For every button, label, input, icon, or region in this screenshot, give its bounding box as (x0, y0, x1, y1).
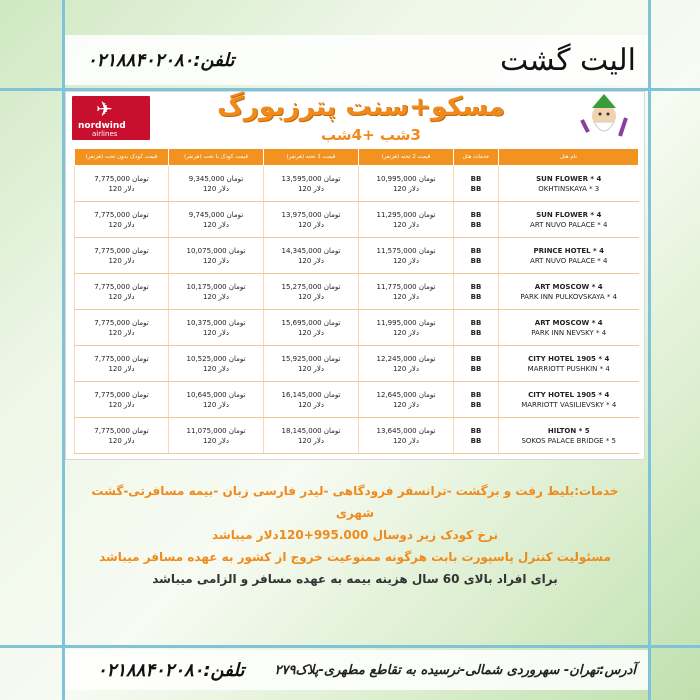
usd-label: دلار (313, 364, 325, 373)
usd-value: 120 (297, 184, 312, 193)
usd-value: 120 (202, 256, 217, 265)
usd-label: دلار (124, 220, 135, 229)
airplane-icon: ✈ (96, 97, 113, 121)
toman-label: تومان (323, 318, 341, 327)
meal-cell (454, 382, 499, 418)
hotel-cell (499, 346, 639, 382)
brand-name: الیت گشت (499, 42, 636, 78)
meal-petersburg: BB (470, 256, 482, 265)
usd-value: 120 (108, 328, 122, 337)
single-price-cell (264, 310, 359, 346)
table-row (75, 166, 639, 202)
hotel-petersburg: MARRIOTT PUSHKIN * 4 (527, 364, 610, 373)
price-value: 11,775,000 (376, 282, 417, 291)
usd-value: 120 (202, 328, 217, 337)
price-value: 10,995,000 (376, 174, 417, 183)
hotel-cell (499, 310, 639, 346)
header (65, 35, 648, 85)
usd-label: دلار (218, 184, 230, 193)
toman-label: تومان (132, 174, 149, 183)
price-value: 10,175,000 (186, 282, 227, 291)
child-rate-note: نرخ کودک زیر دوسال 995.000+120دلار میباشد (212, 528, 498, 542)
double-price-cell (359, 382, 454, 418)
toman-label: تومان (323, 174, 341, 183)
usd-label: دلار (218, 364, 230, 373)
usd-label: دلار (218, 400, 230, 409)
meal-cell (454, 166, 499, 202)
usd-value: 120 (202, 436, 217, 445)
child-bed-price-cell (169, 382, 264, 418)
usd-label: دلار (408, 400, 420, 409)
tour-title: مسکو+سنت پترزبورگ (217, 92, 505, 122)
header-child-nobed: قیمت کودک بدون تخت (هرنفر) (75, 149, 169, 166)
double-price-cell (359, 346, 454, 382)
airline-logo (72, 96, 150, 140)
hotel-cell (499, 382, 639, 418)
double-price-cell (359, 310, 454, 346)
double-price-cell (359, 274, 454, 310)
price-value: 13,645,000 (376, 426, 417, 435)
usd-label: دلار (408, 436, 420, 445)
usd-label: دلار (408, 256, 420, 265)
usd-label: دلار (408, 292, 420, 301)
child-bed-price-cell (169, 238, 264, 274)
hotel-moscow: SUN FLOWER * 4 (536, 174, 602, 183)
price-value: 7,775,000 (94, 246, 130, 255)
meal-petersburg: BB (470, 184, 482, 193)
meal-petersburg: BB (470, 400, 482, 409)
price-value: 12,645,000 (376, 390, 417, 399)
meal-cell (454, 202, 499, 238)
toman-label: تومان (418, 210, 436, 219)
hotel-moscow: PRINCE HOTEL * 4 (533, 246, 605, 255)
usd-label: دلار (408, 220, 420, 229)
meal-petersburg: BB (470, 436, 482, 445)
price-value: 7,775,000 (94, 426, 130, 435)
price-value: 7,775,000 (94, 390, 130, 399)
meal-moscow: BB (470, 390, 482, 399)
meal-moscow: BB (470, 318, 482, 327)
double-price-cell (359, 418, 454, 454)
toman-label: تومان (418, 318, 436, 327)
price-value: 7,775,000 (94, 282, 130, 291)
toman-label: تومان (228, 390, 246, 399)
services-note: خدمات:بلیط رفت و برگشت -ترانسفر فرودگاهی -لیدر فارسی زبان -بیمه مسافرتی-گشت شهری (91, 484, 619, 520)
mascot-icon (574, 92, 634, 146)
meal-petersburg: BB (470, 220, 482, 229)
table-row (75, 310, 639, 346)
hotel-moscow: CITY HOTEL 1905 * 4 (528, 390, 610, 399)
usd-label: دلار (218, 292, 230, 301)
single-price-cell (264, 202, 359, 238)
usd-value: 120 (297, 220, 312, 229)
usd-value: 120 (108, 364, 122, 373)
usd-value: 120 (297, 364, 312, 373)
usd-value: 120 (392, 364, 407, 373)
table-row (75, 274, 639, 310)
single-price-cell (264, 166, 359, 202)
meal-moscow: BB (470, 210, 482, 219)
frame-line-bottom (0, 645, 700, 648)
airline-name: nordwind (78, 121, 126, 131)
hotel-moscow: ART MOSCOW * 4 (534, 282, 603, 291)
child-nobed-price-cell (75, 238, 169, 274)
table-row (75, 382, 639, 418)
usd-value: 120 (297, 436, 312, 445)
usd-label: دلار (408, 184, 420, 193)
usd-value: 120 (202, 364, 217, 373)
airline-sub: airlines (92, 130, 118, 138)
meal-moscow: BB (470, 174, 482, 183)
price-value: 11,575,000 (376, 246, 417, 255)
header-meal: خدمات هتل (454, 149, 499, 166)
usd-label: دلار (218, 220, 230, 229)
price-value: 7,775,000 (94, 174, 130, 183)
usd-value: 120 (392, 220, 407, 229)
child-nobed-price-cell (75, 418, 169, 454)
usd-value: 120 (392, 184, 407, 193)
double-price-cell (359, 202, 454, 238)
usd-label: دلار (313, 220, 325, 229)
footer-phone[interactable]: تلفن:۰۲۱۸۸۴۰۲۰۸۰ (97, 659, 245, 681)
price-value: 10,375,000 (186, 318, 227, 327)
usd-value: 120 (108, 256, 122, 265)
usd-value: 120 (108, 292, 122, 301)
usd-value: 120 (297, 256, 312, 265)
price-value: 13,975,000 (281, 210, 322, 219)
price-value: 10,075,000 (186, 246, 227, 255)
meal-moscow: BB (470, 246, 482, 255)
usd-label: دلار (124, 436, 135, 445)
header-hotel: نام هتل (499, 149, 639, 166)
price-value: 14,345,000 (281, 246, 322, 255)
meal-cell (454, 310, 499, 346)
hotel-petersburg: ART NUVO PALACE * 4 (530, 220, 608, 229)
notes (75, 480, 635, 590)
price-value: 10,645,000 (186, 390, 227, 399)
table-row (75, 418, 639, 454)
price-value: 13,595,000 (281, 174, 322, 183)
price-value: 11,995,000 (376, 318, 417, 327)
meal-moscow: BB (470, 354, 482, 363)
price-value: 18,145,000 (281, 426, 322, 435)
toman-label: تومان (418, 426, 436, 435)
price-value: 7,775,000 (94, 354, 130, 363)
price-value: 15,925,000 (281, 354, 322, 363)
single-price-cell (264, 346, 359, 382)
tour-subtitle: 3شب +4شب (321, 126, 421, 144)
usd-value: 120 (297, 328, 312, 337)
usd-value: 120 (108, 436, 122, 445)
passport-note: مسئولیت کنترل پاسپورت بابت هرگونه ممنوعیت خروج از کشور به عهده مسافر میباشد (99, 550, 611, 564)
single-price-cell (264, 274, 359, 310)
toman-label: تومان (226, 174, 244, 183)
price-value: 10,525,000 (186, 354, 227, 363)
header-phone[interactable]: تلفن:۰۲۱۸۸۴۰۲۰۸۰ (87, 49, 235, 71)
hotel-moscow: CITY HOTEL 1905 * 4 (528, 354, 610, 363)
meal-petersburg: BB (470, 328, 482, 337)
usd-label: دلار (313, 184, 325, 193)
usd-value: 120 (392, 400, 407, 409)
toman-label: تومان (418, 390, 436, 399)
usd-label: دلار (408, 328, 420, 337)
hotel-moscow: HILTON * 5 (547, 426, 590, 435)
child-bed-price-cell (169, 274, 264, 310)
child-bed-price-cell (169, 310, 264, 346)
footer-address: آدرس:تهران- سهروردی شمالی-نرسیده به تقاطع مطهری-پلاک۲۷۹ (274, 662, 636, 678)
hotel-cell (499, 238, 639, 274)
hotel-petersburg: ART NUVO PALACE * 4 (530, 256, 608, 265)
meal-moscow: BB (470, 426, 482, 435)
usd-label: دلار (408, 364, 420, 373)
header-child-bed: قیمت کودک با تخت (هرنفر) (169, 149, 264, 166)
usd-value: 120 (297, 400, 312, 409)
child-nobed-price-cell (75, 202, 169, 238)
usd-label: دلار (313, 400, 325, 409)
hotel-petersburg: MARRIOTT VASILIEVSKY * 4 (521, 400, 617, 409)
child-bed-price-cell (169, 166, 264, 202)
toman-label: تومان (323, 390, 341, 399)
toman-label: تومان (132, 354, 149, 363)
single-price-cell (264, 238, 359, 274)
toman-label: تومان (418, 282, 436, 291)
price-value: 15,695,000 (281, 318, 322, 327)
toman-label: تومان (226, 210, 244, 219)
usd-value: 120 (202, 184, 217, 193)
hotel-cell (499, 418, 639, 454)
single-price-cell (264, 418, 359, 454)
usd-value: 120 (108, 400, 122, 409)
meal-petersburg: BB (470, 292, 482, 301)
table-row (75, 346, 639, 382)
price-value: 15,275,000 (281, 282, 322, 291)
hotel-cell (499, 166, 639, 202)
usd-label: دلار (218, 328, 230, 337)
table-row (75, 202, 639, 238)
child-bed-price-cell (169, 202, 264, 238)
toman-label: تومان (228, 318, 246, 327)
usd-label: دلار (313, 256, 325, 265)
toman-label: تومان (418, 174, 436, 183)
usd-value: 120 (392, 292, 407, 301)
meal-cell (454, 418, 499, 454)
price-table (74, 148, 639, 454)
usd-label: دلار (124, 364, 135, 373)
toman-label: تومان (323, 426, 341, 435)
child-nobed-price-cell (75, 166, 169, 202)
usd-label: دلار (124, 328, 135, 337)
usd-value: 120 (202, 292, 217, 301)
usd-value: 120 (297, 292, 312, 301)
hotel-cell (499, 202, 639, 238)
footer (65, 650, 648, 690)
child-nobed-price-cell (75, 382, 169, 418)
usd-label: دلار (124, 400, 135, 409)
hotel-petersburg: OKHTINSKAYA * 3 (538, 184, 600, 193)
usd-label: دلار (218, 436, 230, 445)
usd-label: دلار (313, 292, 325, 301)
child-bed-price-cell (169, 346, 264, 382)
usd-label: دلار (313, 328, 325, 337)
usd-value: 120 (392, 436, 407, 445)
hotel-cell (499, 274, 639, 310)
child-nobed-price-cell (75, 310, 169, 346)
meal-cell (454, 274, 499, 310)
toman-label: تومان (132, 282, 149, 291)
toman-label: تومان (323, 210, 341, 219)
toman-label: تومان (132, 426, 149, 435)
toman-label: تومان (132, 210, 149, 219)
insurance-note: برای افراد بالای 60 سال هزینه بیمه به عهده مسافر و الزامی میباشد (152, 572, 558, 586)
price-value: 11,295,000 (376, 210, 417, 219)
meal-cell (454, 346, 499, 382)
hotel-moscow: ART MOSCOW * 4 (534, 318, 603, 327)
frame-line-right (648, 0, 651, 700)
usd-label: دلار (124, 256, 135, 265)
double-price-cell (359, 238, 454, 274)
meal-moscow: BB (470, 282, 482, 291)
toman-label: تومان (323, 354, 341, 363)
meal-cell (454, 238, 499, 274)
usd-label: دلار (313, 436, 325, 445)
price-value: 7,775,000 (94, 318, 130, 327)
hotel-petersburg: PARK INN NEVSKY * 4 (531, 328, 607, 337)
usd-value: 120 (392, 256, 407, 265)
usd-label: دلار (124, 184, 135, 193)
price-value: 16,145,000 (281, 390, 322, 399)
hotel-petersburg: PARK INN PULKOVSKAYA * 4 (520, 292, 618, 301)
tour-card (65, 91, 645, 460)
usd-value: 120 (108, 184, 122, 193)
header-double: قیمت 2 تخته (هرنفر) (359, 149, 454, 166)
toman-label: تومان (323, 246, 341, 255)
toman-label: تومان (323, 282, 341, 291)
single-price-cell (264, 382, 359, 418)
double-price-cell (359, 166, 454, 202)
price-value: 12,245,000 (376, 354, 417, 363)
usd-value: 120 (392, 328, 407, 337)
price-value: 7,775,000 (94, 210, 130, 219)
child-bed-price-cell (169, 418, 264, 454)
toman-label: تومان (228, 246, 246, 255)
usd-label: دلار (218, 256, 230, 265)
price-value: 11,075,000 (186, 426, 227, 435)
usd-value: 120 (202, 220, 217, 229)
child-nobed-price-cell (75, 346, 169, 382)
price-value: 9,745,000 (188, 210, 225, 219)
toman-label: تومان (132, 246, 149, 255)
table-row (75, 238, 639, 274)
toman-label: تومان (228, 426, 246, 435)
table-header-row (75, 149, 639, 166)
hotel-moscow: SUN FLOWER * 4 (536, 210, 602, 219)
meal-petersburg: BB (470, 364, 482, 373)
toman-label: تومان (418, 354, 436, 363)
usd-value: 120 (108, 220, 122, 229)
usd-value: 120 (202, 400, 217, 409)
toman-label: تومان (228, 282, 246, 291)
usd-label: دلار (124, 292, 135, 301)
child-nobed-price-cell (75, 274, 169, 310)
price-value: 9,345,000 (188, 174, 225, 183)
toman-label: تومان (132, 318, 149, 327)
toman-label: تومان (228, 354, 246, 363)
toman-label: تومان (418, 246, 436, 255)
hotel-petersburg: SOKOS PALACE BRIDGE * 5 (521, 436, 617, 445)
toman-label: تومان (132, 390, 149, 399)
header-single: قیمت 1 تخته (هرنفر) (264, 149, 359, 166)
